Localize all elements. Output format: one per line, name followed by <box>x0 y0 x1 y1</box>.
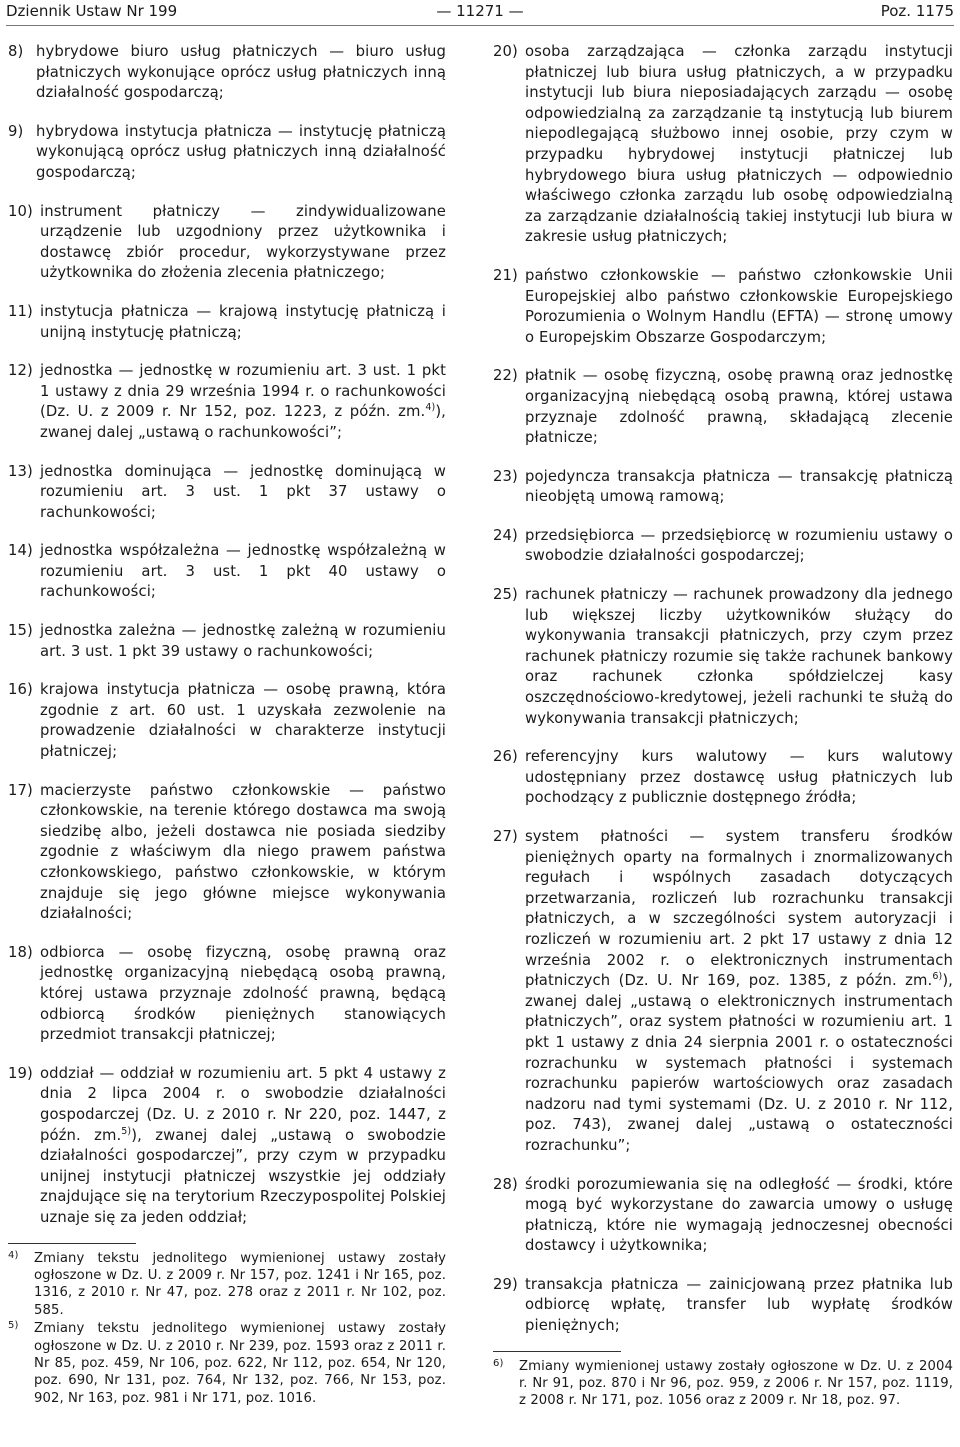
item-number: 16) <box>8 681 33 699</box>
item-text: referencyjny kurs walutowy — kurs walutowy udostępniany przez dostawcę usług płatniczych lub pochodzący z publicznie dostępnego źródła; <box>525 748 953 807</box>
item-text: hybrydowa instytucja płatnicza — instytucję płatniczą wykonującą oprócz usług płatniczych inną działalność gospodarczą; <box>36 122 446 181</box>
item-text: płatnik — osobę fizyczną, osobę prawną oraz jednostkę organizacyjną niebędącą osobą prawną, której ustawa przyznaje zdolność prawną, składającą zlecenie płatnicze; <box>525 367 953 447</box>
definition-item-9 <box>8 122 446 184</box>
position-number: Poz. 1175 <box>880 2 954 20</box>
definition-item-20 <box>493 42 953 248</box>
item-number: 22) <box>493 367 518 385</box>
definition-item-16 <box>8 680 446 762</box>
item-number: 13) <box>8 462 33 480</box>
item-text: oddział — oddział w rozumieniu art. 5 pkt 4 ustawy z dnia 2 lipca 2004 r. o swobodzie działalności gospodarczej (Dz. U. z 2010 r. Nr 220, poz. 1447, z późn. zm. <box>40 1064 446 1144</box>
item-number: 17) <box>8 781 33 799</box>
definition-item-29 <box>493 1275 953 1337</box>
item-text: transakcja płatnicza — zainicjowaną przez płatnika lub odbiorcę wpłatę, transfer lub wypłatę środków pieniężnych; <box>525 1275 953 1335</box>
definition-item-18 <box>8 943 446 1046</box>
item-text: macierzyste państwo członkowskie — państwo członkowskie, na terenie którego dostawca ma swoją siedzibę albo, jeżeli dostawca nie posiada siedziby zgodnie z właściwym dla niego prawem państwa członkowskiego, państwo członkowskie, w którym znajduje się jego główne miejsce wykonywania działalności; <box>40 781 446 923</box>
item-number: 24) <box>493 526 518 544</box>
item-number: 20) <box>493 43 518 60</box>
item-number: 25) <box>493 586 518 604</box>
item-text: przedsiębiorca — przedsiębiorcę w rozumieniu ustawy o swobodzie działalności gospodarczej; <box>525 526 953 565</box>
definition-item-19 <box>8 1064 446 1229</box>
item-number: 15) <box>8 622 33 640</box>
footnote-number: 5) <box>8 1320 19 1332</box>
footnote-separator <box>8 1243 136 1244</box>
item-number: 19) <box>8 1064 33 1082</box>
item-text: osoba zarządzająca — członka zarządu instytucji płatniczej lub biura usług płatniczych, a w przypadku instytucji lub biura nieposiadających zarządu — osobę odpowiedzialną za zarządzanie tą instytucją lub biurem niepodlegającą służbowo innej osobie, przy czym w przypadku hybrydowej instytucji płatniczej lub hybrydowego biura usług płatniczych — odpowiednio właściwego członka zarządu lub osobę odpowiedzialną za zarządzanie działalnością takiej instytucji lub biura w zakresie usług płatniczych; <box>525 43 953 246</box>
footnote-text: Zmiany tekstu jednolitego wymienionej ustawy zostały ogłoszone w Dz. U. z 2009 r. Nr 157, poz. 1241 i Nr 165, poz. 1316, z 2010 r. Nr 47, poz. 278 oraz z 2011 r. Nr 102, poz. 585. <box>34 1250 446 1318</box>
definition-item-27 <box>493 827 953 1157</box>
item-number: 28) <box>493 1175 518 1193</box>
footnote-6 <box>493 1358 953 1410</box>
footnote-text: Zmiany wymienionej ustawy zostały ogłoszone w Dz. U. z 2004 r. Nr 91, poz. 870 i Nr 96, poz. 959, z 2006 r. Nr 157, poz. 1119, z 2008 r. Nr 171, poz. 1056 oraz z 2009 r. Nr 18, poz. 97. <box>519 1358 953 1409</box>
item-text-cont: ), zwanej dalej „ustawą o swobodzie działalności gospodarczej”, przy czym w przypadku unijnej instytucji płatniczej wszystkie jej oddziały znajdujące się na terytorium Rzeczypospolitej Polskiej uznaje się za jeden oddział; <box>40 1126 446 1226</box>
definition-item-10 <box>8 202 446 284</box>
left-column <box>8 42 446 1408</box>
footnote-separator <box>493 1351 621 1352</box>
item-number: 23) <box>493 467 518 485</box>
definition-item-11 <box>8 302 446 343</box>
item-number: 10) <box>8 202 33 220</box>
item-text: krajowa instytucja płatnicza — osobę prawną, która zgodnie z art. 60 ust. 1 uzyskała zezwolenie na prowadzenie działalności w charakterze instytucji płatniczej; <box>40 681 446 761</box>
footnote-5 <box>8 1320 446 1407</box>
definition-item-8 <box>8 42 446 104</box>
footnote-ref-4[interactable]: 4) <box>425 402 436 414</box>
item-text: państwo członkowskie — państwo członkowskie Unii Europejskiej albo państwo członkowskie Europejskiego Porozumienia o Wolnym Handlu (EFTA) — stronę umowy o Europejskim Obszarze Gospodarczym; <box>525 266 953 346</box>
item-text: jednostka — jednostkę w rozumieniu art. 3 ust. 1 pkt 1 ustawy z dnia 29 września 1994 r. o rachunkowości (Dz. U. z 2009 r. Nr 152, poz. 1223, z późn. zm. <box>40 362 446 421</box>
definition-item-26 <box>493 747 953 809</box>
item-number: 8) <box>8 43 24 60</box>
header-rule <box>6 25 954 26</box>
item-text: odbiorca — osobę fizyczną, osobę prawną oraz jednostkę organizacyjną niebędącą osobą prawną, której ustawa przyznaje zdolność prawną, będącą odbiorcą środków pieniężnych stanowiących przedmiot transakcji płatniczej; <box>40 943 446 1044</box>
footnote-text: Zmiany tekstu jednolitego wymienionej ustawy zostały ogłoszone w Dz. U. z 2010 r. Nr 239, poz. 1593 oraz z 2011 r. Nr 85, poz. 459, Nr 106, poz. 622, Nr 112, poz. 654, Nr 120, poz. 690, Nr 131, poz. 764, Nr 132, poz. 766, Nr 153, poz. 902, Nr 163, poz. 981 i Nr 171, poz. 1016. <box>34 1321 446 1406</box>
definition-item-21 <box>493 266 953 348</box>
footnote-ref-6[interactable]: 6) <box>932 971 943 983</box>
footnote-number: 6) <box>493 1357 504 1369</box>
definition-item-14 <box>8 541 446 603</box>
item-text: hybrydowe biuro usług płatniczych — biuro usług płatniczych wykonujące oprócz usług płatniczych inną działalność gospodarczą; <box>36 43 446 102</box>
item-text: jednostka zależna — jednostkę zależną w rozumieniu art. 3 ust. 1 pkt 39 ustawy o rachunkowości; <box>40 622 446 660</box>
item-text: pojedyncza transakcja płatnicza — transakcję płatniczą nieobjętą umową ramową; <box>525 467 953 506</box>
definition-item-24 <box>493 526 953 567</box>
definition-item-22 <box>493 366 953 448</box>
item-text-cont: ), zwanej dalej „ustawą o elektronicznych instrumentach płatniczych”, oraz system płatności w rozumieniu art. 1 pkt 1 ustawy z dnia 24 sierpnia 2001 r. o ostateczności rozrachunku w systemach płatności i systemach rozrachunku papierów wartościowych oraz zasadach nadzoru nad tymi systemami (Dz. U. z 2010 r. Nr 112, poz. 743), zwanej dalej „ustawą o ostateczności rozrachunku”; <box>525 972 953 1154</box>
definition-item-25 <box>493 585 953 729</box>
footnote-ref-5[interactable]: 5) <box>121 1125 132 1137</box>
page-number: — 11271 — <box>436 2 524 20</box>
item-number: 18) <box>8 943 33 961</box>
item-text: jednostka współzależna — jednostkę współzależną w rozumieniu art. 3 ust. 1 pkt 40 ustawy o rachunkowości; <box>40 542 446 601</box>
definition-item-13 <box>8 462 446 524</box>
item-number: 21) <box>493 266 518 284</box>
item-number: 12) <box>8 362 33 380</box>
definition-item-15 <box>8 621 446 662</box>
item-text: system płatności — system transferu środków pieniężnych oparty na formalnych i znormalizowanych regułach i wspólnych zasadach dotyczących przetwarzania, rozliczeń lub rozrachunku transakcji płatniczych, a w szczególności system autoryzacji i rozliczeń w rozumieniu art. 2 pkt 17 ustawy z dnia 12 września 2002 r. o elektronicznych instrumentach płatniczych (Dz. U. Nr 169, poz. 1385, z późn. zm. <box>525 828 953 990</box>
item-number: 11) <box>8 302 33 320</box>
journal-title: Dziennik Ustaw Nr 199 <box>6 2 178 20</box>
item-text: jednostka dominująca — jednostkę dominującą w rozumieniu art. 3 ust. 1 pkt 37 ustawy o rachunkowości; <box>40 462 446 521</box>
item-number: 26) <box>493 748 518 766</box>
definition-item-23 <box>493 467 953 508</box>
page-header <box>6 0 954 26</box>
item-number: 14) <box>8 542 33 560</box>
footnote-4 <box>8 1250 446 1320</box>
item-text: instytucja płatnicza — krajową instytucję płatniczą i unijną instytucję płatniczą; <box>40 302 446 341</box>
item-number: 27) <box>493 828 518 845</box>
definition-item-12 <box>8 361 446 443</box>
definition-item-17 <box>8 781 446 925</box>
item-number: 9) <box>8 122 24 140</box>
item-text: rachunek płatniczy — rachunek prowadzony dla jednego lub większej liczby użytkowników służący do wykonywania transakcji płatniczych, przy czym przez rachunek płatniczy rozumie się także rachunek bankowy oraz rachunek członka spółdzielczej kasy oszczędnościowo-kredytowej, jeżeli rachunki te służą do wykonywania transakcji płatniczych; <box>525 586 953 727</box>
item-text: środki porozumiewania się na odległość — środki, które mogą być wykorzystane do zawarcia umowy o usługę płatniczą, które nie wymagają jednoczesnej obecności dostawcy i użytkownika; <box>525 1175 953 1255</box>
item-text-cont: ), zwanej dalej „ustawą o rachunkowości”; <box>40 403 446 441</box>
footnote-number: 4) <box>8 1249 19 1261</box>
item-text: instrument płatniczy — zindywidualizowane urządzenie lub uzgodniony przez użytkownika i dostawcę zbiór procedur, wykorzystywane przez użytkownika do złożenia zlecenia płatniczego; <box>40 202 446 282</box>
definition-item-28 <box>493 1175 953 1257</box>
item-number: 29) <box>493 1275 518 1293</box>
right-column <box>493 42 953 1411</box>
